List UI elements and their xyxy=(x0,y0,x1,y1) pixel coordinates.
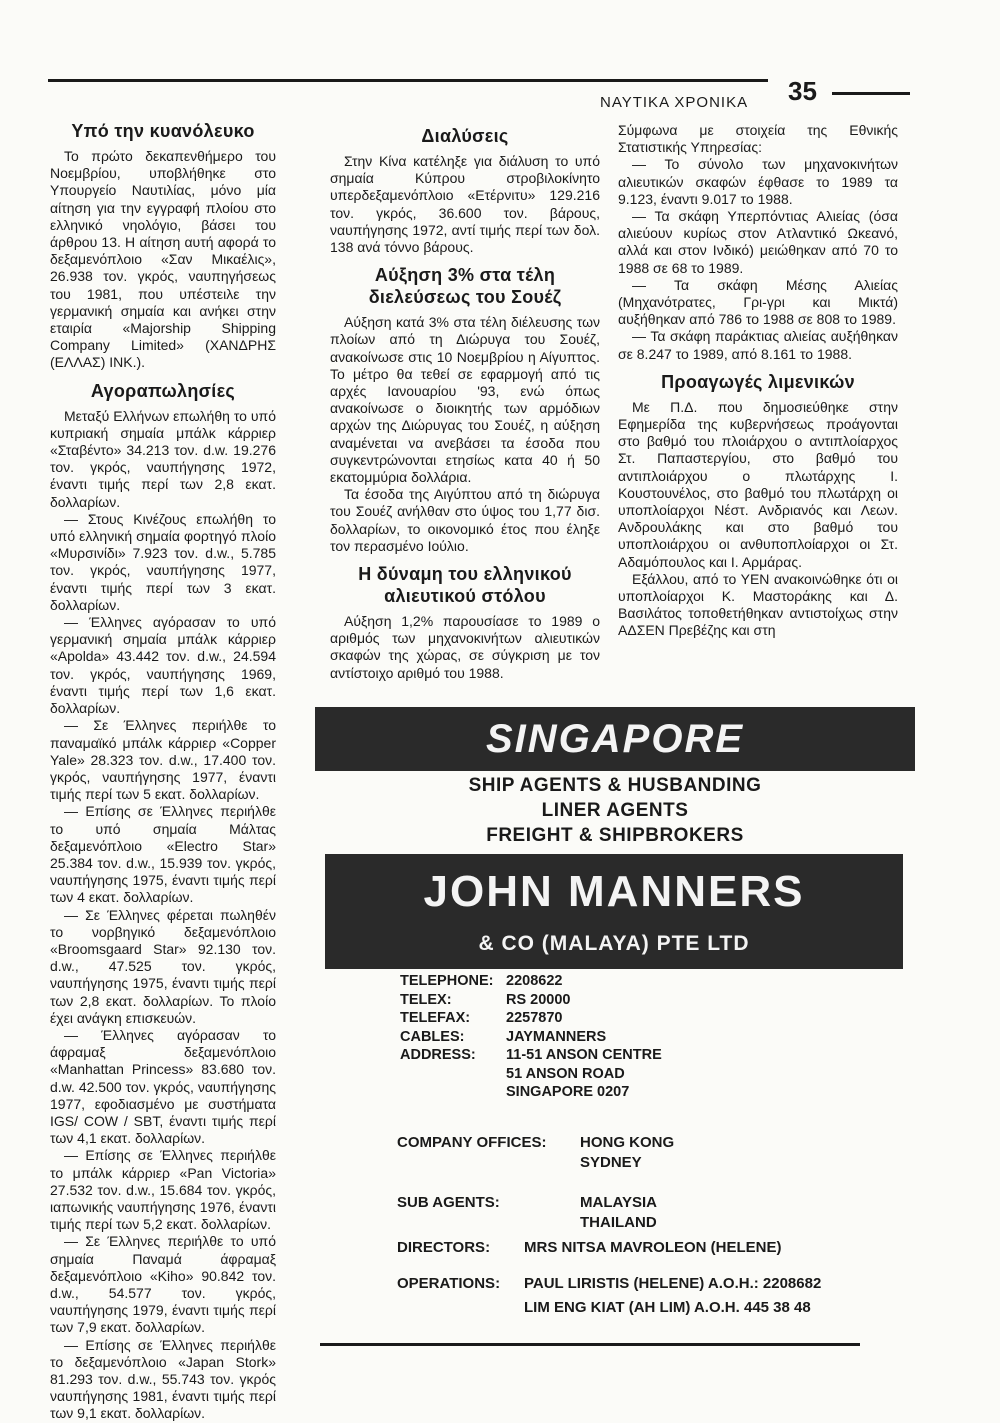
contact-value: RS 20000 xyxy=(506,991,571,1008)
heading-suez-fees: Αύξηση 3% στα τέλη διελεύσεως του Σουέζ xyxy=(368,265,562,308)
ad-services xyxy=(315,773,915,848)
contact-value: JAYMANNERS xyxy=(506,1028,607,1045)
running-head: ΝΑΥΤΙΚΑ ΧΡΟΝΙΚΑ xyxy=(600,94,749,111)
ad-service-line: FREIGHT & SHIPBROKERS xyxy=(486,825,744,846)
paragraph: — Στους Κινέζους επωλήθη το υπό ελληνική σημαία φορτηγό πλοίο «Μυρσινίδι» 7.923 τον. d.w., 5.785 τον. γκρός, ναυπήγησης 1977, έναντι τιμής περί των 3 εκατ. δολλαρίων. xyxy=(50,510,276,613)
office-name: HONG KONG xyxy=(580,1134,675,1151)
contact-value: 11-51 ANSON CENTRE xyxy=(506,1047,662,1063)
paragraph: Εξάλλου, από το ΥΕΝ ανακοινώθηκε ότι οι υποπλοίαρχοι Κ. Μαστοράκης και Δ. Βασιλάτος τοποθετήθηκαν αντιστοίχως στην ΑΔΣΕΝ Πρεβέζης και στη xyxy=(618,570,898,639)
paragraph: — Σε Έλληνες φέρεται πωληθέν το νορβηγικό δεξαμενόπλοιο «Broomsgaard Star» 92.130 τον. d.w., 47.525 τον. γκρός, ναυπήγησης 1975, έναντι τιμής περί των 2,8 εκατ. δολλαρίων. Το πλοίο έχει ανάγκη επισκευών. xyxy=(50,906,276,1026)
contact-label xyxy=(400,1083,506,1102)
heading-fishing-fleet: Η δύναμη του ελληνικού αλιευτικού στόλου xyxy=(358,564,572,607)
paragraph: Με Π.Δ. που δημοσιεύθηκε στην Εφημερίδα της κυβερνήσεως προάγονται στο βαθμό του πλοιάρχου ο αντιπλοίαρχος Στ. Παπαστεργίου, στο βαθμό του αντιπλοιάρχου ο πλωτάρχης Ι. Κουστουνέλος, στο βαθμό του πλωτάρχη οι υποπλοίαρχοι Νέστ. Ανδριανός και Λεων. Ανδρουλάκης και στο βαθμό του υποπλοιάρχου οι ανθυποπλοίαρχοι οι Στ. Αδαμόπουλος και Ι. Αρμάρας. xyxy=(618,398,898,570)
contact-value: 2208622 xyxy=(506,973,563,989)
contact-value: 51 ANSON ROAD xyxy=(506,1065,625,1082)
paragraph: — Έλληνες αγόρασαν το άφραμαξ δεξαμενόπλοιο «Manhattan Princess» 83.680 τον. d.w. 42.500 τον. γκρός, ναυπήγησης 1977, εφοδιασμένο με συστήματα IGS/ COW / SBT, έναντι τιμής περί των 4,1 εκατ. δολλαρίων. xyxy=(50,1026,276,1147)
column-right xyxy=(618,122,898,640)
header-rule-right xyxy=(832,92,910,95)
sub-agents xyxy=(397,1193,657,1233)
contact-label xyxy=(400,1065,506,1084)
directors xyxy=(397,1238,782,1258)
column-left xyxy=(50,120,276,1423)
paragraph: — Τα σκάφη Υπερπόντιας Αλιείας (όσα αλιεύουν κυρίως στον Ατλαντικό Ωκεανό, αλλά και στον Ινδικό) μειώθηκαν από 70 το 1988 σε 68 το 1989. xyxy=(618,208,898,276)
column-middle xyxy=(330,125,600,682)
contact-row xyxy=(400,1046,662,1065)
paragraph: Σύμφωνα με στοιχεία της Εθνικής Στατιστικής Υπηρεσίας: xyxy=(618,122,898,156)
heading-promotions: Προαγωγές λιμενικών xyxy=(661,371,855,392)
operations-contact: PAUL LIRISTIS (HELENE) A.O.H.: 2208682 xyxy=(524,1275,822,1292)
heading-dialyseis: Διαλύσεις xyxy=(421,126,509,146)
operations-label: OPERATIONS: xyxy=(397,1275,501,1292)
contact-value: 2257870 xyxy=(506,1010,563,1026)
paragraph: — Σε Έλληνες περιήλθε το υπό σημαία Παναμά άφραμαξ δεξαμενόπλοιο «Kiho» 90.842 τον. d.w., 54.577 τον. γκρός, ναυπήγησης 1979, έναντι τιμής περί των 7,9 εκατ. δολλαρίων. xyxy=(50,1233,276,1336)
ad-banner-text: SINGAPORE xyxy=(485,716,745,761)
paragraph: Στην Κίνα κατέληξε για διάλυση το υπό σημαία Κύπρου στροβιλοκίνητο υπερδεξαμενόπλοιο «Ετέρνιτυ» 129.216 τον. γκρός, 36.600 τον. βάρους, ναυπήγησης 1972, αντί τιμής περί των δολ. 138 ανά τόννο βάρους. xyxy=(330,153,600,256)
ad-banner xyxy=(315,707,915,771)
sub-agents-label: SUB AGENTS: xyxy=(397,1194,500,1211)
paragraph: Αύξηση κατά 3% στα τέλη διέλευσης των πλοίων από τη Διώρυγα του Σουέζ, ανακοίνωσε στις 10 Νοεμβρίου η Αίγυπτος. Το μέτρο θα τεθεί σε εφαρμογή από τις αρχές Ιανουαρίου '93, ενώ όπως ανακοίνωσε ο διοικητής των αρμόδιων αρχών της Διώρυγας του Σουέζ, η αύξηση αναμένεται να ανεβάσει τα έσοδα που συγκεντρώνονται ετησίως κατα 40 ή 50 εκατομμύρια δολλάρια. xyxy=(330,314,600,486)
sub-agent-name: MALAYSIA xyxy=(580,1194,657,1211)
paragraph: Το πρώτο δεκαπενθήμερο του Νοεμβρίου, υποβλήθηκε στο Υπουργείο Ναυτιλίας, μόνο μία αίτηση για την εγγραφή πλοίου στο ελληνικό νηολόγιο, βάσει του άρθρου 13. Η αίτηση αυτή αφορά το δεξαμενόπλοιο «Σαν Μικαέλις», 26.938 τον. γκρός, ναυπηγήσεως του 1981, που υπέστειλε την γερμανική σημαία και ανήκει στην εταιρία «Majorship Shipping Company Limited» (ΧΑΝΔΡΗΣ (ΕΛΛΑΣ) ΙΝΚ.). xyxy=(50,148,276,371)
contact-value: SINGAPORE 0207 xyxy=(506,1084,630,1100)
paragraph: — Επίσης σε Έλληνες περιήλθε το μπάλκ κάρριερ «Pan Victoria» 27.532 τον. d.w., 15.684 τον. γκρός, ιαπωνικής ναυπήγησης 1976, έναντι τιμής περί των 5,2 εκατ. δολλαρίων. xyxy=(50,1147,276,1233)
contact-row xyxy=(400,991,662,1010)
directors-label: DIRECTORS: xyxy=(397,1239,491,1256)
ad-contacts xyxy=(400,972,662,1102)
paragraph: — Έλληνες αγόρασαν το υπό γερμανική σημαία μπάλκ κάρριερ «Apolda» 43.442 τον. d.w., 24.594 τον. γκρός, ναυπήγησης 1969, έναντι τιμής περί των 1,6 εκατ. δολλαρίων. xyxy=(50,614,276,717)
contact-label: ADDRESS: xyxy=(400,1047,476,1063)
footer-rule xyxy=(320,1343,860,1346)
contact-row xyxy=(400,1083,662,1102)
contact-label: TELEPHONE: xyxy=(400,973,494,989)
paragraph: — Τα σκάφη Μέσης Αλιείας (Μηχανότρατες, Γρι-γρι και Μικτά) αυξήθηκαν από 786 το 1988 σε 808 το 1989. xyxy=(618,276,898,328)
heading-kyanolefko: Υπό την κυανόλευκο xyxy=(71,121,255,141)
contact-row xyxy=(400,1028,662,1047)
contact-row xyxy=(400,1009,662,1028)
operations-contact: LIM ENG KIAT (AH LIM) A.O.H. 445 38 48 xyxy=(524,1299,811,1316)
paragraph: Μεταξύ Ελλήνων επωλήθη το υπό κυπριακή σημαία μπάλκ κάρριερ «Σταβέντο» 34.213 τον. d.w. 19.276 τον. γκρός, ναυπήγησης 1972, έναντι τιμής περί των 2,8 εκατ. δολλαρίων. xyxy=(50,407,276,510)
contact-label: TELEX: xyxy=(400,991,452,1008)
company-offices-label: COMPANY OFFICES: xyxy=(397,1134,547,1151)
ad-company-box xyxy=(325,854,903,969)
contact-label: CABLES: xyxy=(400,1028,465,1045)
paragraph: — Τα σκάφη παράκτιας αλιείας αυξήθηκαν σε 8.247 το 1989, από 8.161 το 1988. xyxy=(618,328,898,362)
paragraph: Τα έσοδα της Αιγύπτου από τη διώρυγα του Σουέζ ανήλθαν στο ύψος του 1,77 δισ. δολλαρίων, το οικονομικό έτος που έληξε τον περασμένο Ιούλιο. xyxy=(330,486,600,554)
header-rule-left xyxy=(48,79,768,82)
operations xyxy=(397,1272,821,1320)
ad-service-line: LINER AGENTS xyxy=(541,800,689,821)
paragraph: — Σε Έλληνες περιήλθε το παναμαϊκό μπάλκ κάρριερ «Copper Yale» 28.323 τον. d.w., 17.400 τον. γκρός, ναυπήγησης 1977, έναντι τιμής περί των 5 εκατ. δολλαρίων. xyxy=(50,717,276,803)
ad-company-sub: & CO (MALAYA) PTE LTD xyxy=(478,932,750,955)
paragraph: Αύξηση 1,2% παρουσίασε το 1989 ο αριθμός των μηχανοκινήτων αλιευτικών σκαφών της χώρας, σε σύγκριση με τον αντίστοιχο αριθμό του 1988. xyxy=(330,613,600,681)
sub-agent-name: THAILAND xyxy=(580,1214,657,1231)
paragraph: — Επίσης σε Έλληνες περιήλθε το δεξαμενόπλοιο «Japan Stork» 81.293 τον. d.w., 55.743 τον. γκρός ναυπήγησης 1981, έναντι τιμής περί των 9,1 εκατ. δολλαρίων. xyxy=(50,1336,276,1422)
paragraph: — Επίσης σε Έλληνες περιήλθε το υπό σημαία Μάλτας δεξαμενόπλοιο «Electro Star» 25.384 τον. d.w., 15.939 τον. γκρός, ναυπήγησης 1975, έναντι τιμής περί των 4 εκατ. δολλαρίων. xyxy=(50,803,276,906)
directors-value: MRS NITSA MAVROLEON (HELENE) xyxy=(524,1239,782,1256)
office-name: SYDNEY xyxy=(580,1154,642,1171)
ad-service-line: SHIP AGENTS & HUSBANDING xyxy=(468,775,762,796)
advertisement xyxy=(315,707,915,969)
heading-agorapoliseis: Αγοραπωλησίες xyxy=(90,380,236,401)
company-offices xyxy=(397,1133,674,1173)
page-number: 35 xyxy=(788,76,817,106)
paragraph: — Το σύνολο των μηχανοκινήτων αλιευτικών σκαφών έφθασε το 1989 τα 9.123, έναντι 9.017 το 1988. xyxy=(618,156,898,207)
ad-company-name: JOHN MANNERS xyxy=(423,867,805,916)
contact-row xyxy=(400,1065,662,1084)
contact-row xyxy=(400,972,662,991)
contact-label: TELEFAX: xyxy=(400,1010,471,1026)
